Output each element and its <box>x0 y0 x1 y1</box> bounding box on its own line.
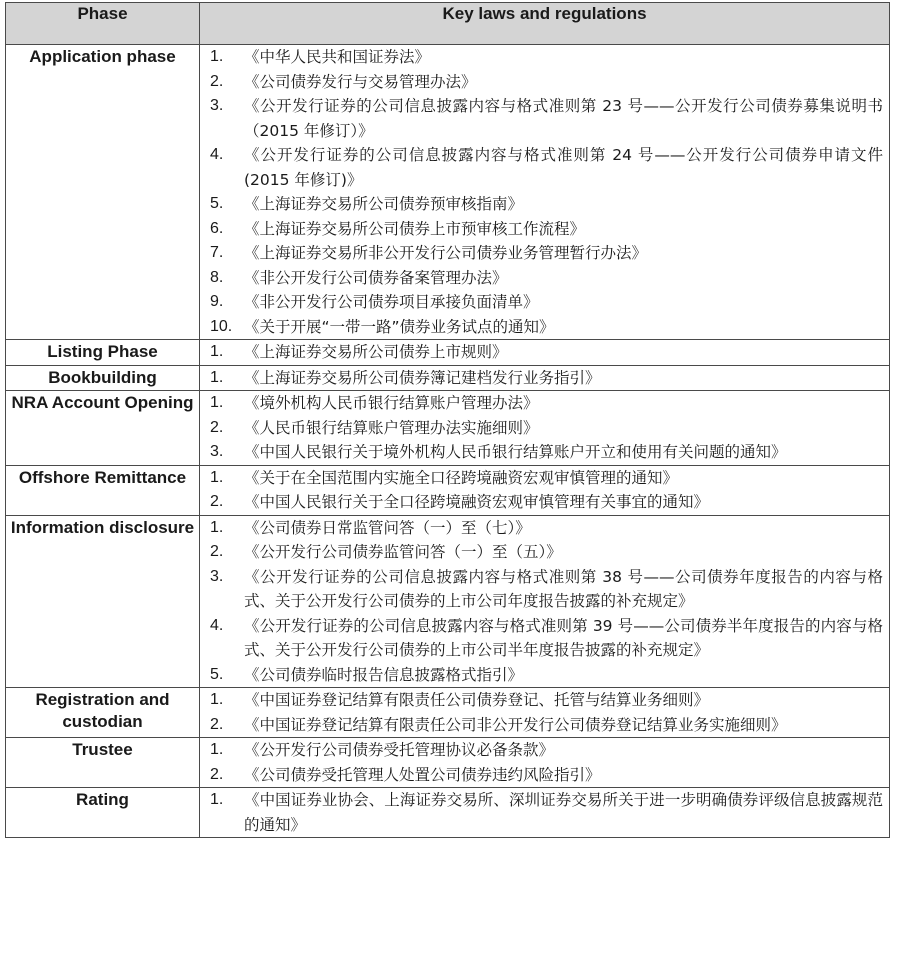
list-item <box>210 440 883 465</box>
item-text: 《中国人民银行关于境外机构人民币银行结算账户开立和使用有关问题的通知》 <box>244 443 787 461</box>
table-row <box>6 391 890 466</box>
item-text: 《公司债券受托管理人处置公司债券违约风险指引》 <box>244 765 601 784</box>
table-body <box>6 45 890 838</box>
laws-list <box>210 340 883 365</box>
list-item <box>210 763 883 788</box>
laws-cell <box>200 45 890 340</box>
table-row <box>6 365 890 391</box>
item-number: 5. <box>210 195 224 212</box>
laws-cell <box>200 391 890 466</box>
item-number: 4. <box>210 616 224 634</box>
item-text: 《中华人民共和国证券法》 <box>244 48 431 66</box>
item-number: 5. <box>210 665 224 683</box>
item-text: 《公开发行证券的公司信息披露内容与格式准则第 38 号——公司债券年度报告的内容与格式、关于公开发行公司债券的上市公司年度报告披露的补充规定》 <box>244 567 883 610</box>
header-laws: Key laws and regulations <box>200 3 890 45</box>
item-number: 1. <box>210 368 224 386</box>
item-number: 8. <box>210 268 224 286</box>
item-text: 《公司债券临时报告信息披露格式指引》 <box>244 665 524 684</box>
item-number: 7. <box>210 244 224 261</box>
list-item <box>210 540 883 565</box>
item-number: 3. <box>210 443 224 460</box>
laws-table <box>5 2 890 838</box>
item-text: 《公开发行公司债券监管问答（一）至（五）》 <box>244 543 562 561</box>
item-text: 《公司债券日常监管问答（一）至（七）》 <box>244 518 531 537</box>
list-item <box>210 70 883 95</box>
list-item <box>210 391 883 416</box>
item-text: 《上海证券交易所非公开发行公司债券业务管理暂行办法》 <box>244 244 648 262</box>
list-item <box>210 466 883 491</box>
table-row <box>6 465 890 515</box>
phase-cell: Registration and custodian <box>6 688 200 738</box>
laws-cell <box>200 738 890 788</box>
item-number: 3. <box>210 567 224 585</box>
table-row <box>6 515 890 688</box>
laws-cell <box>200 365 890 391</box>
laws-cell <box>200 465 890 515</box>
table-row <box>6 688 890 738</box>
laws-list <box>210 738 883 787</box>
item-text: 《公开发行公司债券受托管理协议必备条款》 <box>244 741 555 759</box>
item-text: 《上海证券交易所公司债券预审核指南》 <box>244 195 524 213</box>
list-item <box>210 94 883 143</box>
phase-cell: Information disclosure <box>6 515 200 688</box>
list-item <box>210 217 883 242</box>
item-number: 1. <box>210 394 224 411</box>
item-text: 《上海证券交易所公司债券上市预审核工作流程》 <box>244 219 586 238</box>
item-text: 《非公开发行公司债券项目承接负面清单》 <box>244 293 539 311</box>
item-number: 1. <box>210 518 224 536</box>
phase-cell: Listing Phase <box>6 340 200 366</box>
item-number: 4. <box>210 146 224 163</box>
table-row <box>6 788 890 838</box>
list-item <box>210 713 883 738</box>
list-item <box>210 614 883 663</box>
item-number: 2. <box>210 765 224 783</box>
phase-cell: Offshore Remittance <box>6 465 200 515</box>
laws-list <box>210 688 883 737</box>
item-text: 《中国证券业协会、上海证券交易所、深圳证券交易所关于进一步明确债券评级信息披露规范的通知》 <box>244 791 883 834</box>
item-number: 2. <box>210 72 224 90</box>
item-text: 《关于开展“一带一路”债券业务试点的通知》 <box>244 317 555 336</box>
header-row <box>6 3 890 45</box>
table-row <box>6 45 890 340</box>
item-text: 《非公开发行公司债券备案管理办法》 <box>244 268 508 287</box>
list-item <box>210 565 883 614</box>
item-text: 《关于在全国范围内实施全口径跨境融资宏观审慎管理的通知》 <box>244 468 679 487</box>
item-number: 2. <box>210 493 224 510</box>
item-number: 10. <box>210 317 233 335</box>
list-item <box>210 340 883 365</box>
phase-cell: Rating <box>6 788 200 838</box>
laws-list <box>210 45 883 339</box>
list-item <box>210 192 883 217</box>
list-item <box>210 490 883 515</box>
table-row <box>6 340 890 366</box>
list-item <box>210 788 883 837</box>
item-text: 《公司债券发行与交易管理办法》 <box>244 72 477 91</box>
list-item <box>210 315 883 340</box>
laws-cell <box>200 340 890 366</box>
list-item <box>210 688 883 713</box>
item-number: 3. <box>210 97 224 114</box>
laws-list <box>210 516 883 688</box>
header-phase: Phase <box>6 3 200 45</box>
list-item <box>210 266 883 291</box>
phase-cell: Bookbuilding <box>6 365 200 391</box>
phase-cell: NRA Account Opening <box>6 391 200 466</box>
item-number: 1. <box>210 741 224 758</box>
item-text: 《中国证券登记结算有限责任公司债券登记、托管与结算业务细则》 <box>244 691 710 709</box>
laws-list <box>210 391 883 465</box>
phase-cell: Application phase <box>6 45 200 340</box>
list-item <box>210 416 883 441</box>
item-text: 《中国人民银行关于全口径跨境融资宏观审慎管理有关事宜的通知》 <box>244 493 710 511</box>
list-item <box>210 290 883 315</box>
item-text: 《上海证券交易所公司债券上市规则》 <box>244 343 508 361</box>
list-item <box>210 738 883 763</box>
list-item <box>210 241 883 266</box>
item-text: 《上海证券交易所公司债券簿记建档发行业务指引》 <box>244 368 601 387</box>
item-number: 2. <box>210 715 224 733</box>
item-text: 《境外机构人民币银行结算账户管理办法》 <box>244 394 539 412</box>
item-number: 1. <box>210 343 224 360</box>
item-text: 《公开发行证券的公司信息披露内容与格式准则第 23 号——公开发行公司债券募集说明书（2015 年修订）》 <box>244 97 883 140</box>
item-number: 2. <box>210 418 224 436</box>
list-item <box>210 45 883 70</box>
list-item <box>210 516 883 541</box>
item-text: 《公开发行证券的公司信息披露内容与格式准则第 24 号——公开发行公司债券申请文件(2015 年修订)》 <box>244 146 883 189</box>
list-item <box>210 143 883 192</box>
laws-list <box>210 366 883 391</box>
item-number: 2. <box>210 543 224 560</box>
item-text: 《人民币银行结算账户管理办法实施细则》 <box>244 418 539 437</box>
item-number: 1. <box>210 48 224 65</box>
list-item <box>210 663 883 688</box>
item-text: 《中国证券登记结算有限责任公司非公开发行公司债券登记结算业务实施细则》 <box>244 715 787 734</box>
item-number: 9. <box>210 293 224 310</box>
laws-list <box>210 466 883 515</box>
laws-list <box>210 788 883 837</box>
laws-cell <box>200 788 890 838</box>
table-row <box>6 738 890 788</box>
laws-cell <box>200 688 890 738</box>
item-number: 1. <box>210 468 224 486</box>
item-number: 6. <box>210 219 224 237</box>
laws-cell <box>200 515 890 688</box>
item-number: 1. <box>210 691 224 708</box>
item-text: 《公开发行证券的公司信息披露内容与格式准则第 39 号——公司债券半年度报告的内容与格式、关于公开发行公司债券的上市公司半年度报告披露的补充规定》 <box>244 616 883 659</box>
phase-cell: Trustee <box>6 738 200 788</box>
item-number: 1. <box>210 791 224 808</box>
list-item <box>210 366 883 391</box>
